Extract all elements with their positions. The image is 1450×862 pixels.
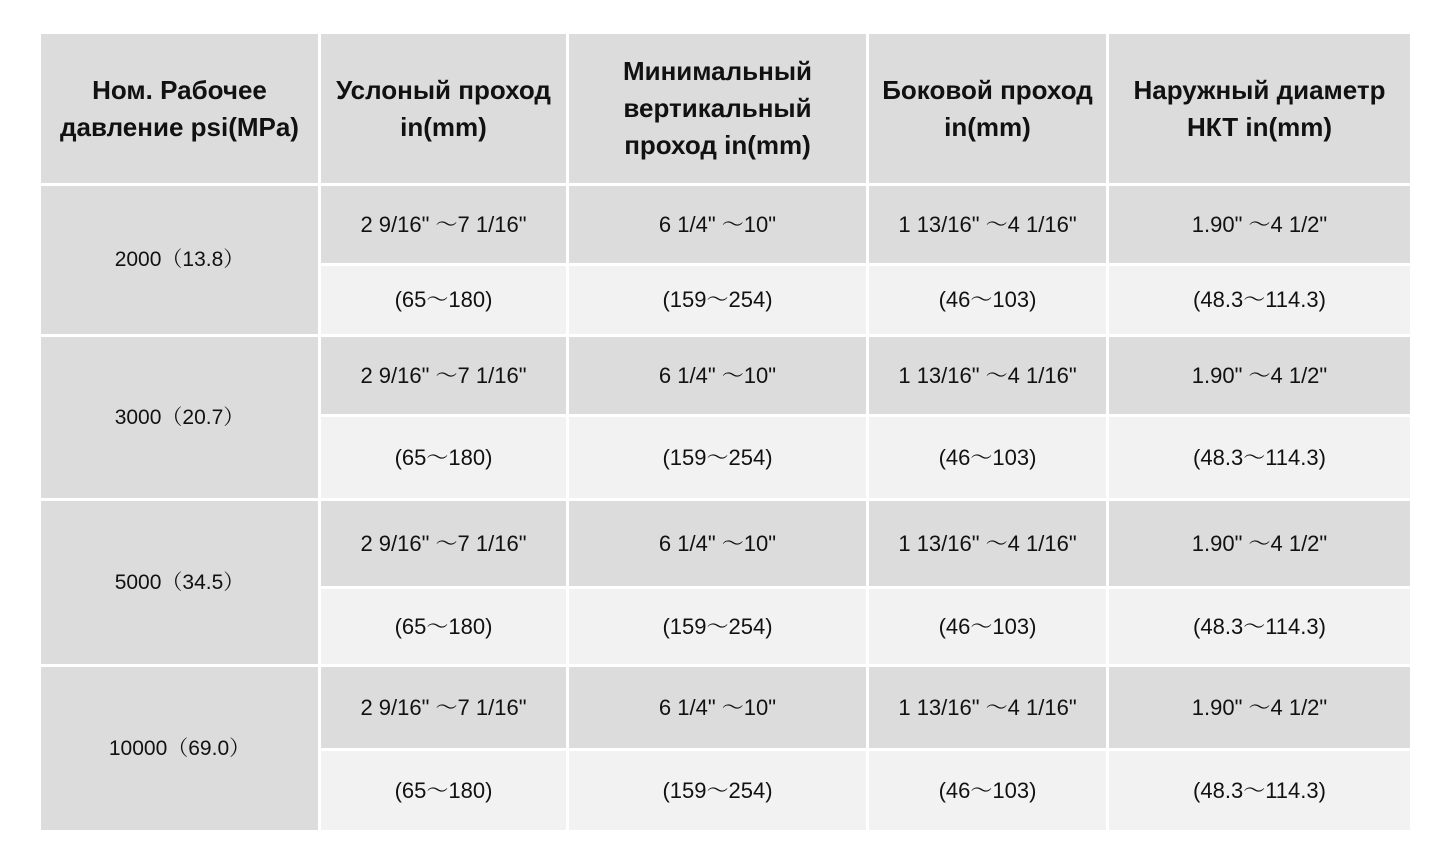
header-side-outlet: Боковой проход in(mm) [868, 33, 1108, 185]
tubing-od-inch: 1.90" ～4 1/2" [1108, 666, 1412, 750]
side-outlet-inch: 1 13/16" ～4 1/16" [868, 185, 1108, 265]
tubing-od-inch: 1.90" ～4 1/2" [1108, 500, 1412, 588]
pressure-cell: 10000（69.0） [40, 666, 320, 832]
nominal-bore-mm: (65～180) [320, 588, 568, 666]
min-vertical-bore-inch: 6 1/4" ～10" [568, 336, 868, 416]
header-nominal-bore: Услоный проход in(mm) [320, 33, 568, 185]
pressure-cell: 3000（20.7） [40, 336, 320, 500]
min-vertical-bore-mm: (159～254) [568, 416, 868, 500]
table-row [40, 500, 1412, 588]
header-pressure: Ном. Рабочее давление psi(MPa) [40, 33, 320, 185]
nominal-bore-inch: 2 9/16" ～7 1/16" [320, 500, 568, 588]
tubing-od-mm: (48.3～114.3) [1108, 416, 1412, 500]
header-min-vertical-bore: Минимальный вертикальный проход in(mm) [568, 33, 868, 185]
pressure-cell: 5000（34.5） [40, 500, 320, 666]
tubing-od-mm: (48.3～114.3) [1108, 265, 1412, 336]
min-vertical-bore-inch: 6 1/4" ～10" [568, 500, 868, 588]
min-vertical-bore-mm: (159～254) [568, 265, 868, 336]
table-row [40, 336, 1412, 416]
header-row [40, 33, 1412, 185]
side-outlet-inch: 1 13/16" ～4 1/16" [868, 500, 1108, 588]
nominal-bore-mm: (65～180) [320, 265, 568, 336]
nominal-bore-mm: (65～180) [320, 416, 568, 500]
tubing-od-inch: 1.90" ～4 1/2" [1108, 336, 1412, 416]
side-outlet-inch: 1 13/16" ～4 1/16" [868, 666, 1108, 750]
tubing-od-mm: (48.3～114.3) [1108, 588, 1412, 666]
tubing-od-mm: (48.3～114.3) [1108, 750, 1412, 832]
pressure-cell: 2000（13.8） [40, 185, 320, 336]
nominal-bore-mm: (65～180) [320, 750, 568, 832]
side-outlet-mm: (46～103) [868, 750, 1108, 832]
min-vertical-bore-mm: (159～254) [568, 750, 868, 832]
nominal-bore-inch: 2 9/16" ～7 1/16" [320, 666, 568, 750]
side-outlet-mm: (46～103) [868, 588, 1108, 666]
nominal-bore-inch: 2 9/16" ～7 1/16" [320, 336, 568, 416]
nominal-bore-inch: 2 9/16" ～7 1/16" [320, 185, 568, 265]
tubing-od-inch: 1.90" ～4 1/2" [1108, 185, 1412, 265]
header-tubing-od: Наружный диаметр НКТ in(mm) [1108, 33, 1412, 185]
min-vertical-bore-inch: 6 1/4" ～10" [568, 185, 868, 265]
side-outlet-mm: (46～103) [868, 416, 1108, 500]
table-row [40, 666, 1412, 750]
min-vertical-bore-mm: (159～254) [568, 588, 868, 666]
side-outlet-mm: (46～103) [868, 265, 1108, 336]
side-outlet-inch: 1 13/16" ～4 1/16" [868, 336, 1108, 416]
table-row [40, 185, 1412, 265]
spec-table [38, 31, 1413, 833]
min-vertical-bore-inch: 6 1/4" ～10" [568, 666, 868, 750]
